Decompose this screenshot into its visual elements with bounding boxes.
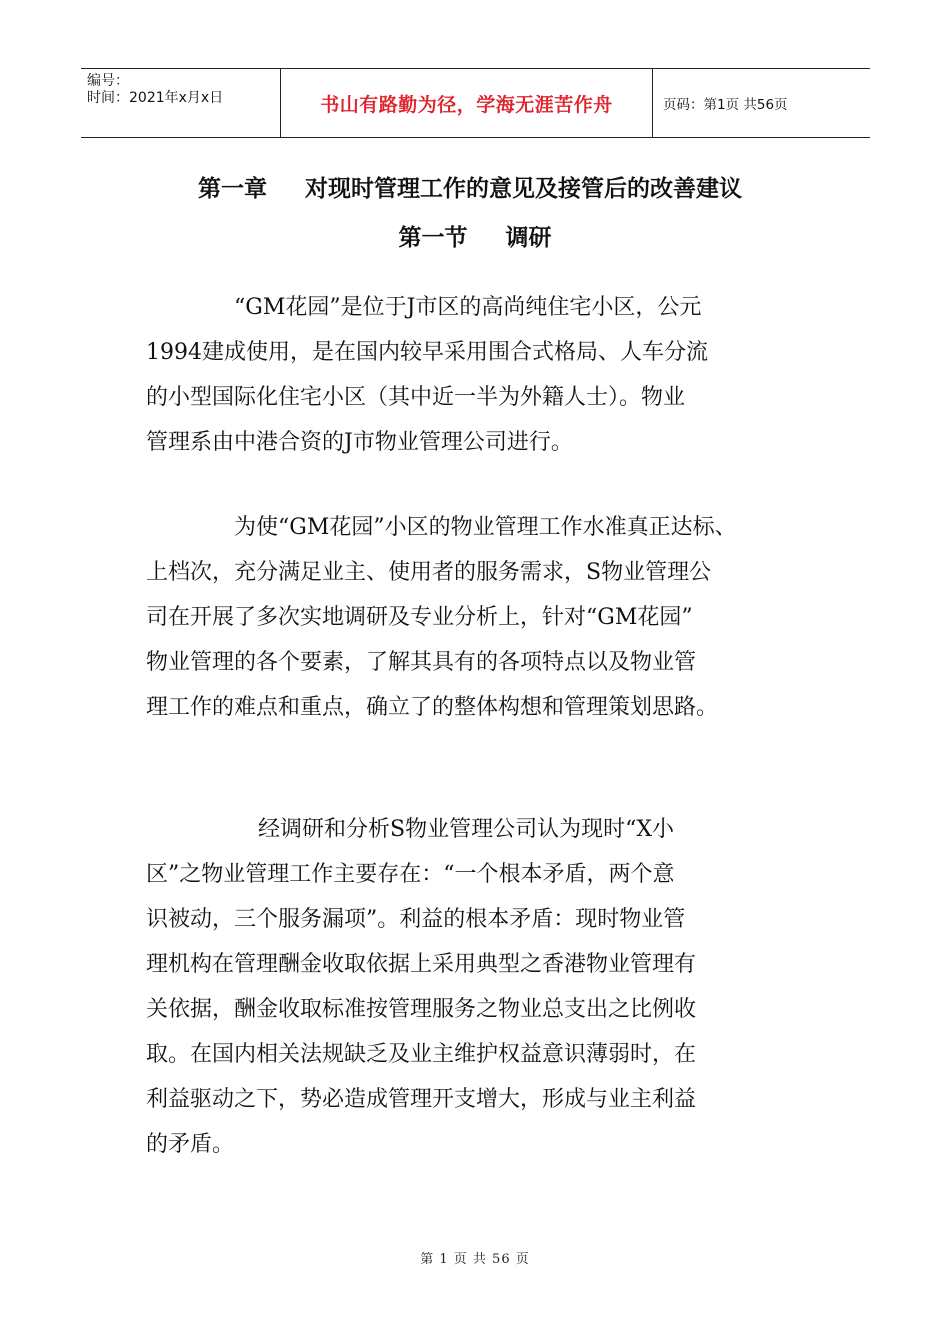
paragraph-line: 上档次，充分满足业主、使用者的服务需求，S物业管理公 [146, 560, 712, 585]
paragraph-line: 区”之物业管理工作主要存在：“一个根本矛盾，两个意 [146, 862, 675, 887]
section-number: 第一节 [398, 225, 468, 251]
paragraph-line: 理机构在管理酬金收取依据上采用典型之香港物业管理有 [146, 952, 697, 977]
header-meta [81, 69, 281, 137]
paragraph-line: 管理系由中港合资的J市物业管理公司进行。 [146, 430, 573, 455]
paragraph-line: 司在开展了多次实地调研及专业分析上，针对“GM花园” [146, 605, 693, 630]
paragraph-analysis [146, 807, 836, 1167]
paragraph-goals [146, 505, 836, 730]
paragraph-line: 经调研和分析S物业管理公司认为现时“X小 [258, 817, 674, 842]
paragraph-line: 的矛盾。 [146, 1132, 235, 1157]
chapter-title [0, 170, 945, 203]
paragraph-line: 的小型国际化住宅小区（其中近一半为外籍人士）。物业 [146, 385, 686, 410]
page-footer: 第 1 页 共 56 页 [420, 1252, 530, 1267]
paragraph-line: “GM花园”是位于J市区的高尚纯住宅小区，公元 [234, 295, 702, 320]
paragraph-line: 1994建成使用，是在国内较早采用围合式格局、人车分流 [146, 340, 708, 365]
paragraph-line: 物业管理的各个要素，了解其具有的各项特点以及物业管 [146, 650, 697, 675]
chapter-number: 第一章 [198, 176, 267, 202]
paragraph-intro [146, 285, 836, 465]
number-label: 编号： [87, 73, 129, 89]
document-header [81, 68, 870, 138]
section-title [0, 219, 950, 252]
paragraph-line: 为使“GM花园”小区的物业管理工作水准真正达标、 [234, 515, 737, 540]
paragraph-line: 关依据，酬金收取标准按管理服务之物业总支出之比例收 [146, 997, 697, 1022]
header-motto: 书山有路勤为径，学海无涯苦作舟 [281, 69, 653, 137]
section-title-text: 调研 [505, 225, 552, 251]
time-label: 时间：2021年x月x日 [87, 90, 224, 106]
paragraph-line: 识被动，三个服务漏项”。利益的根本矛盾：现时物业管 [146, 907, 686, 932]
header-page-info: 页码：第1页 共56页 [663, 97, 788, 113]
paragraph-line: 取。在国内相关法规缺乏及业主维护权益意识薄弱时，在 [146, 1042, 697, 1067]
paragraph-line: 利益驱动之下，势必造成管理开支增大，形成与业主利益 [146, 1087, 697, 1112]
chapter-title-text: 对现时管理工作的意见及接管后的改善建议 [305, 176, 742, 202]
paragraph-line: 理工作的难点和重点，确立了的整体构想和管理策划思路。 [146, 695, 719, 720]
